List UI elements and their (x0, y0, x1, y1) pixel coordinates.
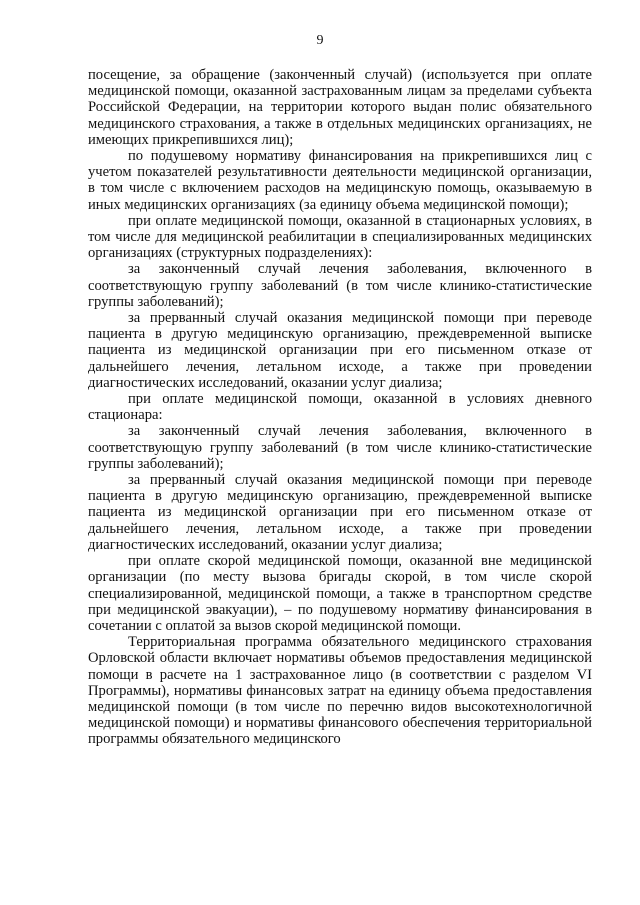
paragraph-8: за прерванный случай оказания медицинской помощи при переводе пациента в другую медицинскую организацию, преждевременной выписке пациента из медицинской организации при его письменном отказе от дальнейшего лечения, летальном исходе, а также при проведении диагностических исследований, оказании услуг диализа; (88, 472, 592, 553)
paragraph-6: при оплате медицинской помощи, оказанной в условиях дневного стационара: (88, 391, 592, 424)
document-body (88, 67, 592, 748)
paragraph-1: посещение, за обращение (законченный случай) (используется при оплате медицинской помощи, оказанной застрахованным лицам за пределами субъекта Российской Федерации, на территории которого выдан полис обязательного медицинского страхования, а также в отдельных медицинских организациях, не имеющих прикрепившихся лиц); (88, 67, 592, 148)
paragraph-7: за законченный случай лечения заболевания, включенного в соответствующую группу заболеваний (в том числе клинико-статистические группы заболеваний); (88, 423, 592, 472)
page-number: 9 (316, 33, 324, 48)
paragraph-9: при оплате скорой медицинской помощи, оказанной вне медицинской организации (по месту вызова бригады скорой, в том числе скорой специализированной, медицинской помощи, а также в транспортном средстве при медицинской эвакуации), – по подушевому нормативу финансирования в сочетании с оплатой за вызов скорой медицинской помощи. (88, 553, 592, 634)
paragraph-4: за законченный случай лечения заболевания, включенного в соответствующую группу заболеваний (в том числе клинико-статистические группы заболеваний); (88, 261, 592, 310)
paragraph-3: при оплате медицинской помощи, оказанной в стационарных условиях, в том числе для медицинской реабилитации в специализированных медицинских организациях (структурных подразделениях): (88, 212, 592, 262)
paragraph-2: по подушевому нормативу финансирования на прикрепившихся лиц с учетом показателей результативности деятельности медицинской организации, в том числе с включением расходов на медицинскую помощь, оказываемую в иных медицинских организациях (за единицу объема медицинской помощи); (88, 148, 592, 213)
paragraph-5: за прерванный случай оказания медицинской помощи при переводе пациента в другую медицинскую организацию, преждевременной выписке пациента из медицинской организации при его письменном отказе от дальнейшего лечения, летальном исходе, а также при проведении диагностических исследований, оказании услуг диализа; (88, 310, 592, 391)
paragraph-10: Территориальная программа обязательного медицинского страхования Орловской области включает нормативы объемов предоставления медицинской помощи в расчете на 1 застрахованное лицо (в соответствии с разделом VI Программы), нормативы финансовых затрат на единицу объема предоставления медицинской помощи (в том числе по перечню видов высокотехнологичной медицинской помощи) и нормативы финансового обеспечения территориальной программы обязательного медицинского (88, 634, 592, 748)
